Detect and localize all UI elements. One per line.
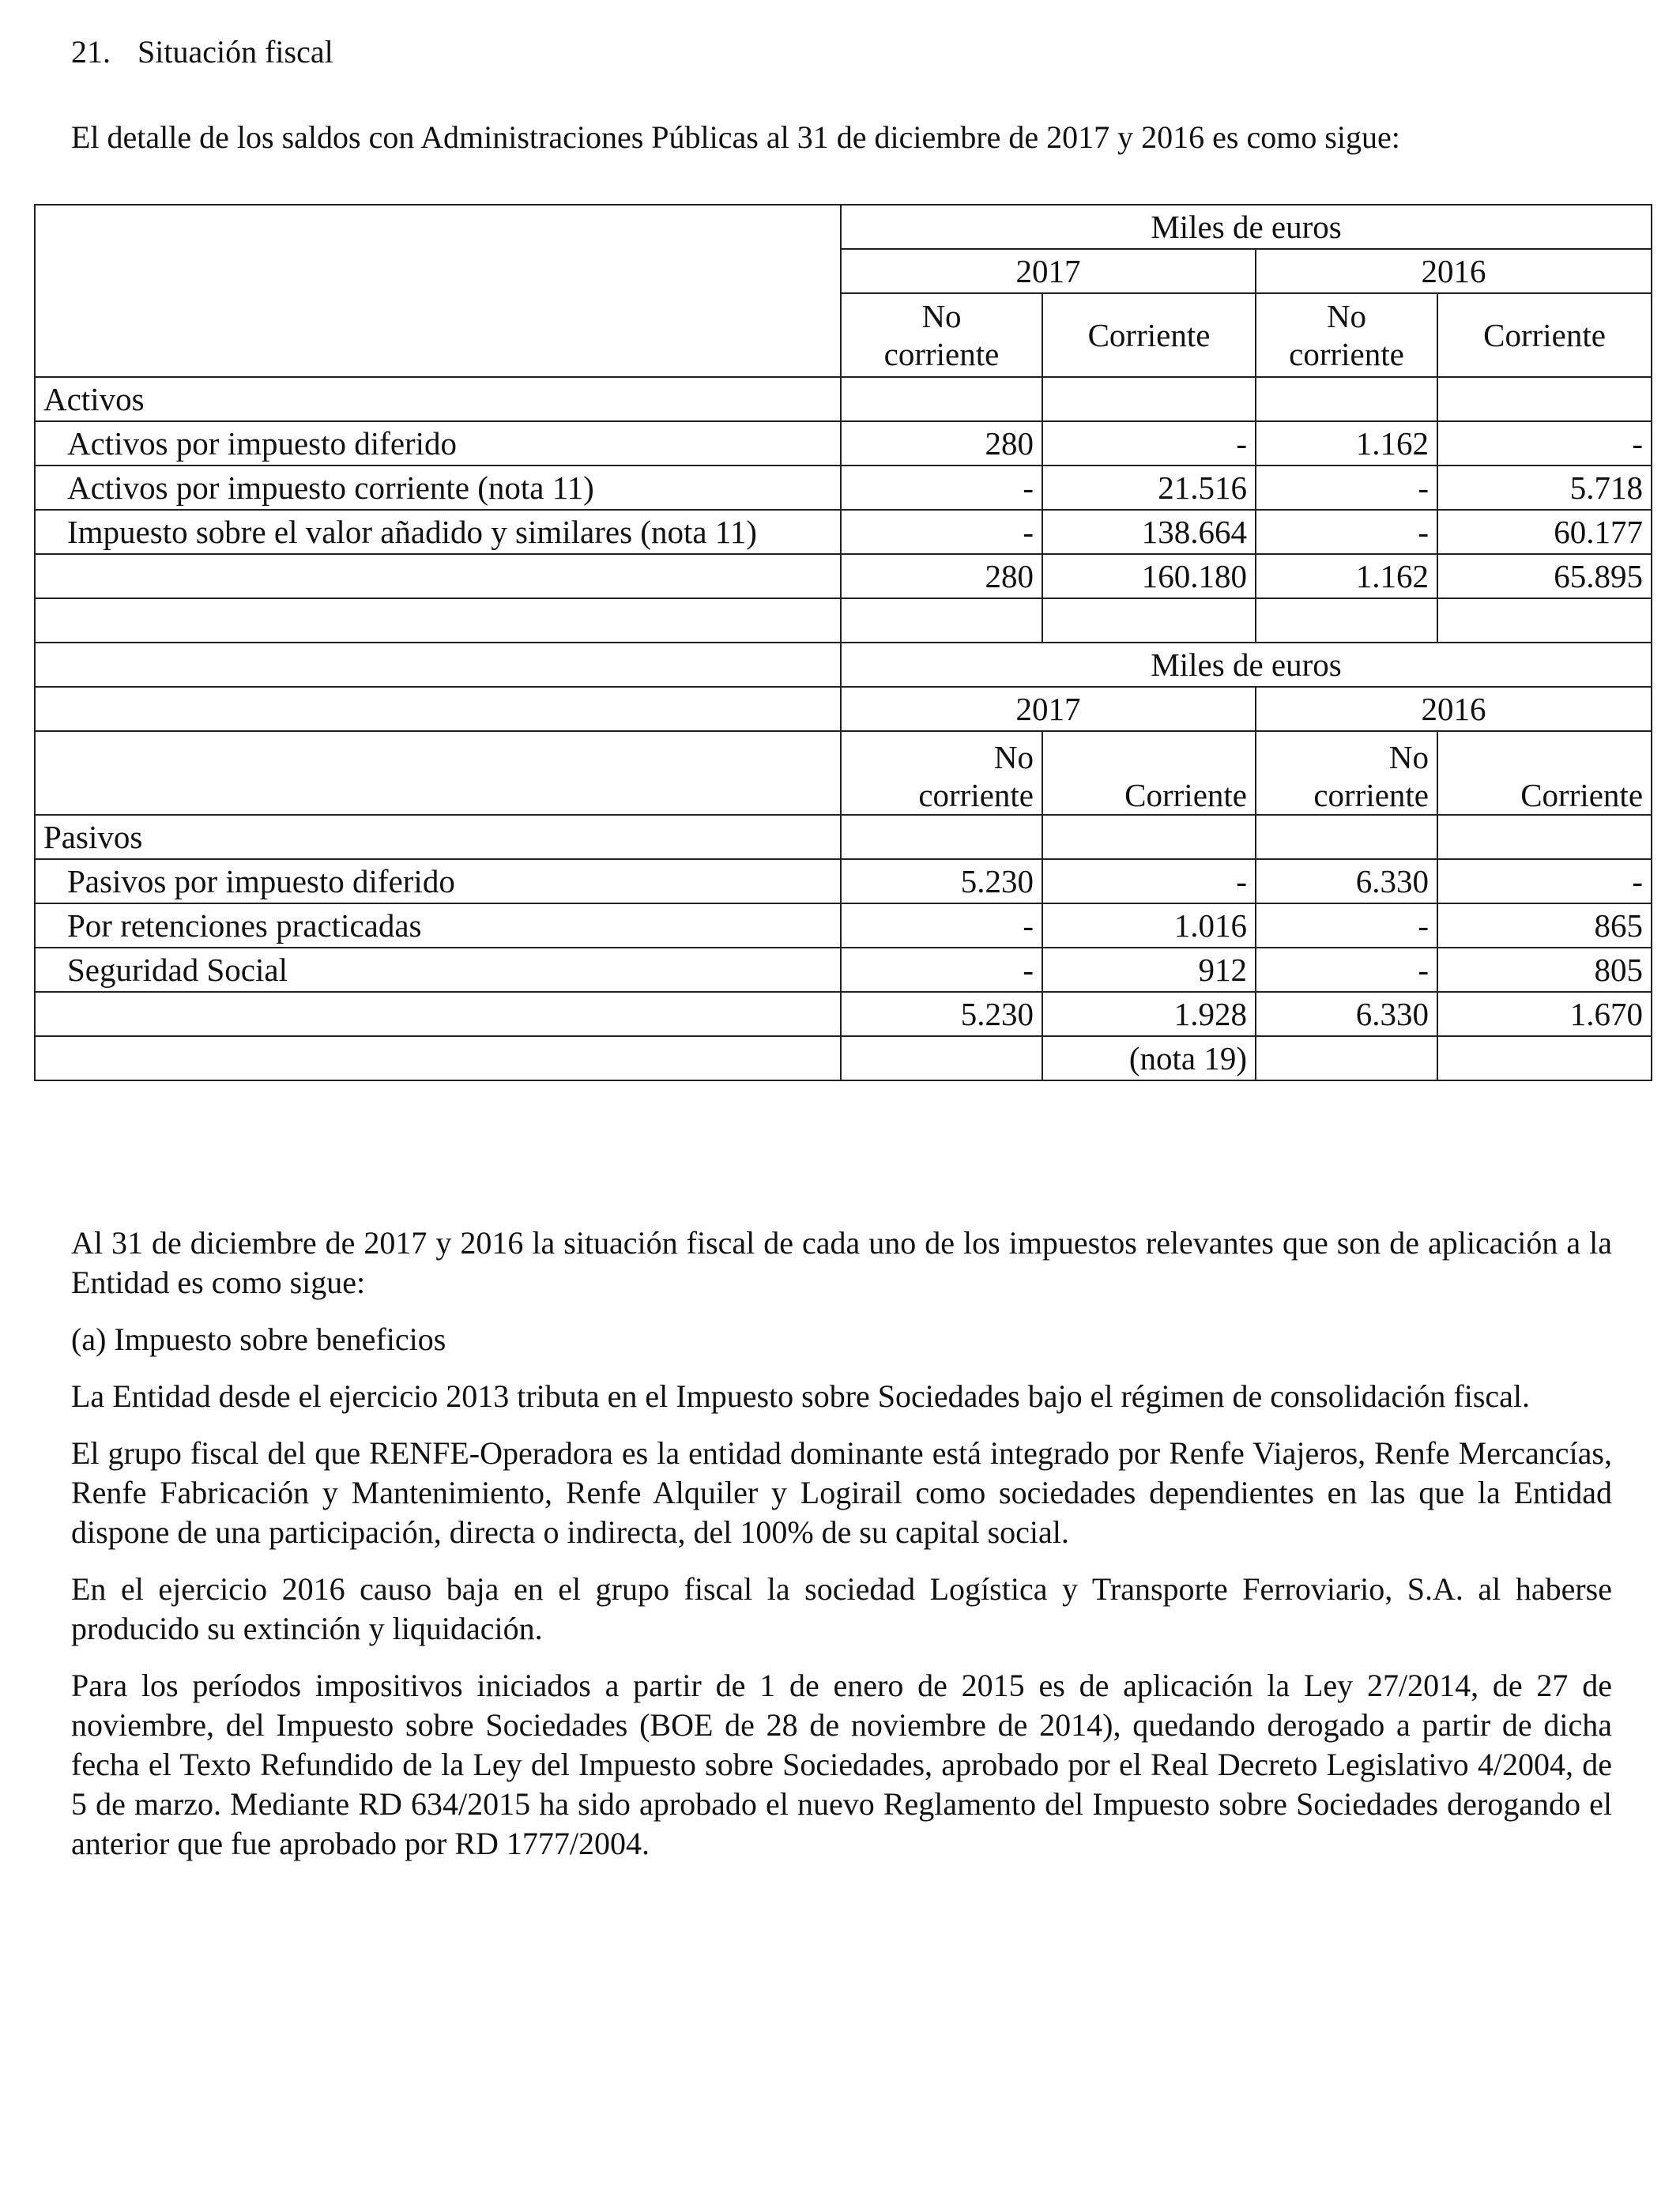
total-value: 1.928 [1042,992,1256,1036]
cell-value: 280 [841,421,1042,466]
table-row [35,948,1652,992]
cell-value: 912 [1042,948,1256,992]
total-label-blank [35,554,841,598]
cell-value: - [841,466,1042,510]
section-label: Pasivos [35,815,841,859]
spacer-row [35,598,1652,643]
cell-value: 5.718 [1437,466,1652,510]
table-header-row [35,687,1652,731]
table-header-row [35,731,1652,815]
col-header-no-corriente: No corriente [1256,731,1437,815]
header-blank-cell [35,643,841,687]
cell-value: - [1042,421,1256,466]
table-row [35,903,1652,948]
cell-value: - [841,948,1042,992]
unit-header: Miles de euros [841,643,1652,687]
total-value: 65.895 [1437,554,1652,598]
total-value: 280 [841,554,1042,598]
header-blank-cell [35,731,841,815]
total-value: 160.180 [1042,554,1256,598]
fiscal-balances-table [34,204,1652,1081]
row-label: Seguridad Social [35,948,841,992]
paragraph: En el ejercicio 2016 causo baja en el grupo fiscal la sociedad Logística y Transporte Ferroviario, S.A. al haberse producido su extinción y liquidación. [71,1571,1612,1646]
cell-value: - [1437,421,1652,466]
body-text [71,1223,1612,1881]
cell-value: - [1437,859,1652,903]
cell-value: - [841,510,1042,554]
col-header-corriente: Corriente [1042,731,1256,815]
col-header-corriente: Corriente [1437,731,1652,815]
table-row [35,466,1652,510]
note-row [35,1036,1652,1080]
total-row-activos [35,554,1652,598]
section-label: Activos [35,377,841,421]
col-header-corriente: Corriente [1042,293,1256,377]
year-header-2016: 2016 [1256,687,1652,731]
table-row [35,510,1652,554]
paragraph: Para los períodos impositivos iniciados a partir de 1 de enero de 2015 es de aplicación la Ley 27/2014, de 27 de noviembre, del Impuesto sobre Sociedades (BOE de 28 de noviembre de 2014), quedando derogado a partir de dicha fecha el Texto Refundido de la Ley del Impuesto sobre Sociedades, aprobado por el Real Decreto Legislativo 4/2004, de 5 de marzo. Mediante RD 634/2015 ha sido aprobado el nuevo Reglamento del Impuesto sobre Sociedades derogando el anterior que fue aprobado por RD 1777/2004. [71,1668,1612,1861]
unit-header: Miles de euros [841,205,1652,249]
cell-value: - [1256,510,1437,554]
cell-value: 5.230 [841,859,1042,903]
cell-value: 6.330 [1256,859,1437,903]
cell-value: 865 [1437,903,1652,948]
section-row-activos [35,377,1652,421]
table-row [35,421,1652,466]
paragraph: El grupo fiscal del que RENFE-Operadora es la entidad dominante está integrado por Renfe Viajeros, Renfe Mercancías, Renfe Fabricación y Mantenimiento, Renfe Alquiler y Logirail como sociedades dependientes en las que la Entidad dispone de una participación, directa o indirecta, del 100% de su capital social. [71,1435,1612,1550]
cell-value: - [1256,903,1437,948]
table-header-row [35,205,1652,249]
paragraph: Al 31 de diciembre de 2017 y 2016 la situación fiscal de cada uno de los impuestos relevantes que son de aplicación a la Entidad es como sigue: [71,1225,1612,1300]
table-row [35,859,1652,903]
cell-value: 1.016 [1042,903,1256,948]
section-number: 21. [71,34,111,70]
row-label: Activos por impuesto diferido [35,421,841,466]
row-label: Activos por impuesto corriente (nota 11) [35,466,841,510]
subheading: (a) Impuesto sobre beneficios [71,1321,446,1357]
cell-value: 805 [1437,948,1652,992]
cell-value: 138.664 [1042,510,1256,554]
cell-value: - [1042,859,1256,903]
col-header-no-corriente: No corriente [1256,293,1437,377]
section-row-pasivos [35,815,1652,859]
col-header-no-corriente: No corriente [841,293,1042,377]
cell-value: 21.516 [1042,466,1256,510]
total-label-blank [35,992,841,1036]
row-label: Por retenciones practicadas [35,903,841,948]
row-label: Impuesto sobre el valor añadido y similares (nota 11) [35,510,841,554]
section-heading [71,33,333,70]
paragraph: La Entidad desde el ejercicio 2013 tributa en el Impuesto sobre Sociedades bajo el régimen de consolidación fiscal. [71,1378,1531,1414]
section-title: Situación fiscal [137,34,333,70]
header-blank-cell [35,205,841,377]
cell-value: - [1256,466,1437,510]
cell-value: - [1256,948,1437,992]
table-header-row [35,643,1652,687]
cell-value: 60.177 [1437,510,1652,554]
cell-value: - [841,903,1042,948]
row-label: Pasivos por impuesto diferido [35,859,841,903]
total-value: 5.230 [841,992,1042,1036]
col-header-no-corriente: No corriente [841,731,1042,815]
year-header-2016: 2016 [1256,249,1652,293]
total-value: 1.670 [1437,992,1652,1036]
col-header-corriente: Corriente [1437,293,1652,377]
total-value: 6.330 [1256,992,1437,1036]
total-value: 1.162 [1256,554,1437,598]
cell-value: 1.162 [1256,421,1437,466]
note-reference: (nota 19) [1042,1036,1256,1080]
year-header-2017: 2017 [841,687,1256,731]
intro-text: El detalle de los saldos con Administraciones Públicas al 31 de diciembre de 2017 y 2016 es como sigue: [71,119,1400,155]
year-header-2017: 2017 [841,249,1256,293]
total-row-pasivos [35,992,1652,1036]
header-blank-cell [35,687,841,731]
